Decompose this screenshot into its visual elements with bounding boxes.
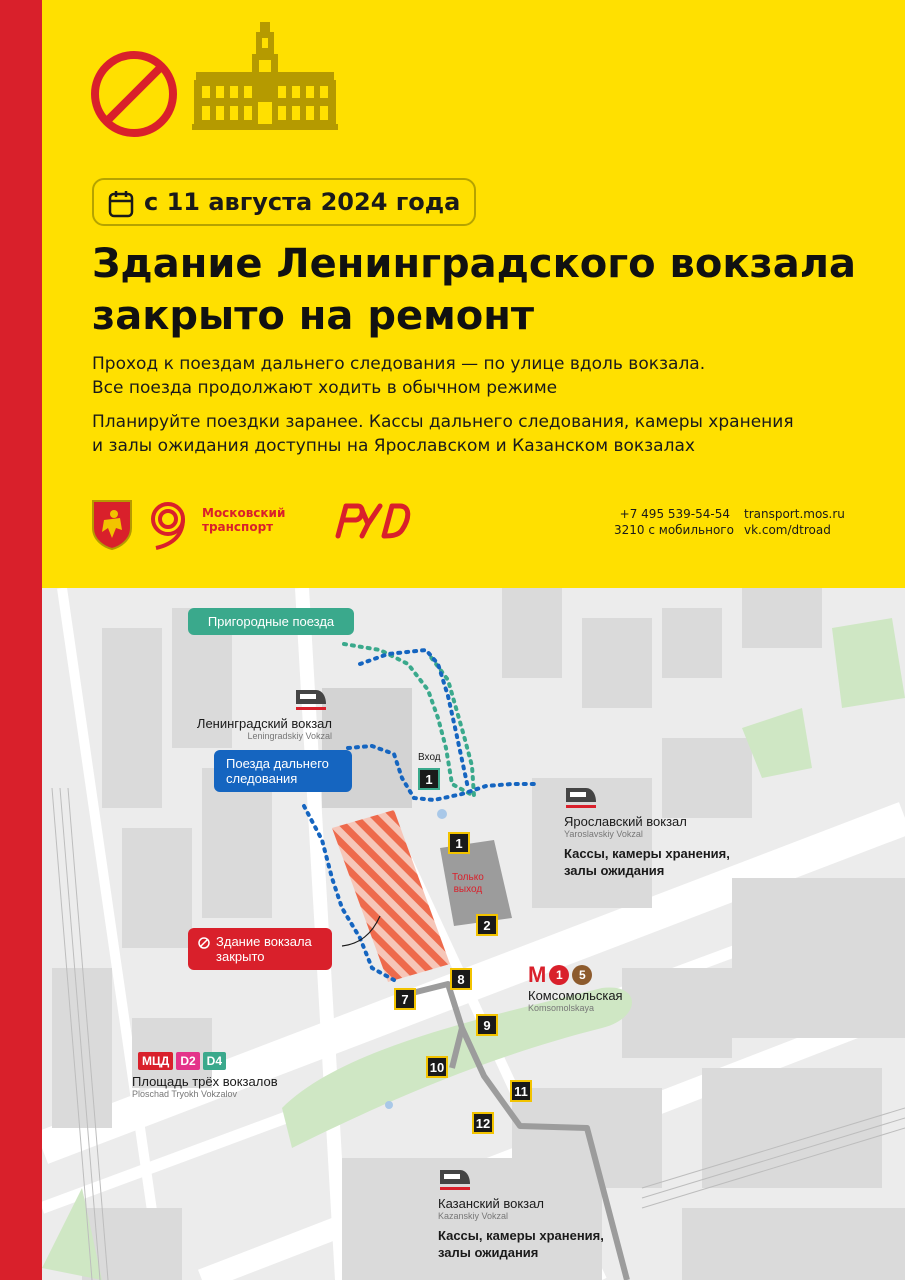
website-link[interactable]: transport.mos.ru — [744, 507, 845, 521]
metro-line-1-badge: 1 — [549, 965, 569, 985]
yaroslavsky-services-line-2: залы ожидания — [564, 863, 665, 878]
kazansky-name: Казанский вокзал — [438, 1196, 544, 1211]
phone-number: +7 495 539-54-54 — [619, 507, 730, 521]
exit-only-label-line-1: Только — [452, 872, 484, 883]
paragraph-route — [92, 352, 705, 400]
mcd-station-name-en: Ploschad Tryokh Vokzalov — [132, 1089, 238, 1099]
rzd-logo-icon — [328, 500, 414, 540]
yaroslavsky-services-line-1: Кассы, камеры хранения, — [564, 846, 730, 861]
vk-link[interactable]: vk.com/dtroad — [744, 523, 831, 537]
web-contacts — [744, 506, 845, 538]
exit-8: 8 — [450, 968, 472, 990]
moscow-coat-of-arms-icon — [90, 498, 134, 550]
metro-station-label — [528, 988, 623, 1013]
station-building-icon — [192, 20, 338, 132]
moscow-transport-name-line-1: Московский — [202, 506, 286, 520]
metro-station-name: Комсомольская — [528, 988, 623, 1003]
phone-contacts — [614, 506, 734, 538]
train-icon-leningradsky — [294, 686, 328, 712]
exit-7: 7 — [394, 988, 416, 1010]
exit-9: 9 — [476, 1014, 498, 1036]
mcd-label: МЦД — [138, 1052, 173, 1070]
paragraph-plan-line-2: и залы ожидания доступны на Ярославском и Казанском вокзалах — [92, 436, 695, 456]
date-text: с 11 августа 2024 года — [144, 188, 461, 216]
long-distance-trains-label-line-2: следования — [226, 771, 298, 786]
kazansky-station-label — [438, 1196, 604, 1261]
exit-2: 2 — [476, 914, 498, 936]
mcd-station-label — [132, 1074, 278, 1099]
exit-1: 1 — [448, 832, 470, 854]
moscow-transport-logo-icon — [146, 498, 192, 550]
exit-12: 12 — [472, 1112, 494, 1134]
exit-only-label-line-2: выход — [453, 884, 483, 895]
paragraph-plan-line-1: Планируйте поездки заранее. Кассы дальнего следования, камеры хранения — [92, 412, 794, 432]
page-title — [92, 238, 872, 342]
kazansky-services-line-2: залы ожидания — [438, 1245, 539, 1260]
entrance-label: Вход — [418, 752, 441, 763]
metro-station-name-en: Komsomolskaya — [528, 1003, 595, 1013]
leningradsky-name: Ленинградский вокзал — [196, 716, 332, 731]
station-area-map — [42, 588, 905, 1280]
left-red-stripe — [0, 0, 42, 1280]
long-distance-trains-label-line-1: Поезда дальнего — [226, 756, 329, 771]
entrance-exit-1: 1 — [418, 768, 440, 790]
exit-11: 11 — [510, 1080, 532, 1102]
title-line-2: закрыто на ремонт — [92, 293, 535, 339]
closed-building-label — [188, 928, 332, 970]
yaroslavsky-name: Ярославский вокзал — [564, 814, 687, 829]
mcd-d4-badge: D4 — [203, 1052, 226, 1070]
closed-icon — [198, 937, 210, 949]
paragraph-route-line-2: Все поезда продолжают ходить в обычном режиме — [92, 378, 558, 398]
title-line-1: Здание Ленинградского вокзала — [92, 241, 857, 287]
mcd-d2-badge: D2 — [176, 1052, 199, 1070]
kazansky-services-line-1: Кассы, камеры хранения, — [438, 1228, 604, 1243]
yaroslavsky-name-en: Yaroslavskiy Vokzal — [564, 829, 643, 839]
exit-only-label — [452, 872, 484, 896]
metro-lines-badge — [528, 964, 592, 986]
metro-line-5-badge: 5 — [572, 965, 592, 985]
mobile-number: 3210 с мобильного — [614, 523, 734, 537]
mcd-station-name: Площадь трёх вокзалов — [132, 1074, 278, 1089]
closed-building-label-line-1: Здание вокзала — [216, 934, 312, 949]
paragraph-route-line-1: Проход к поездам дальнего следования — по улице вдоль вокзала. — [92, 354, 706, 374]
suburban-trains-label: Пригородные поезда — [188, 608, 354, 635]
mcd-badge — [138, 1052, 226, 1070]
closed-building-label-line-2: закрыто — [216, 949, 265, 964]
prohibition-icon — [88, 48, 180, 140]
map-background — [42, 588, 905, 1280]
date-badge — [92, 178, 476, 226]
metro-icon: М — [528, 962, 547, 987]
leningradsky-station-label — [180, 716, 332, 741]
paragraph-plan — [92, 410, 794, 458]
train-icon-kazansky — [438, 1166, 472, 1192]
train-icon-yaroslavsky — [564, 784, 598, 810]
exit-10: 10 — [426, 1056, 448, 1078]
kazansky-name-en: Kazanskiy Vokzal — [438, 1211, 509, 1221]
calendar-icon — [108, 190, 134, 218]
long-distance-trains-label — [214, 750, 352, 792]
moscow-transport-name-line-2: транспорт — [202, 520, 274, 534]
yaroslavsky-station-label — [564, 814, 730, 879]
leningradsky-name-en: Leningradskiy Vokzal — [247, 731, 332, 741]
moscow-transport-name — [202, 506, 285, 534]
